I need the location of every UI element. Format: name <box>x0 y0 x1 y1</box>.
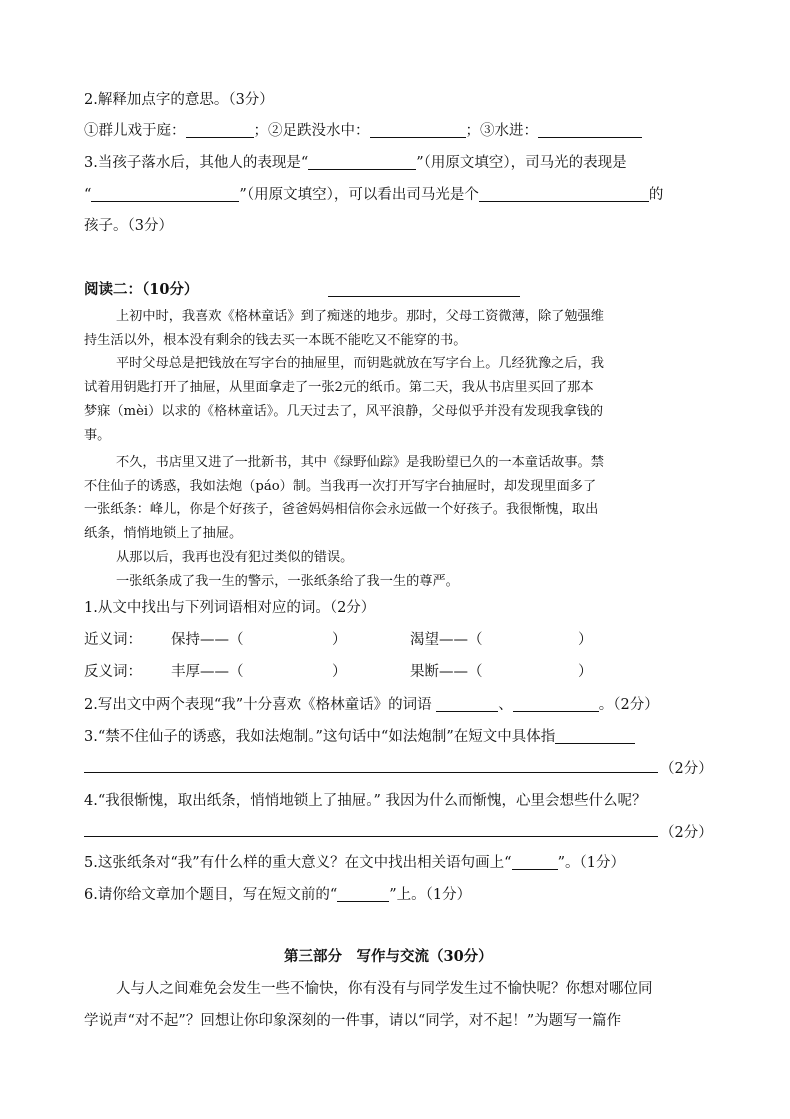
r1-heading: 1.从文中找出与下列词语相对应的词。（2分） <box>84 600 376 616</box>
synonym-label: 近义词： <box>84 632 142 648</box>
q3-line-1: 3.当孩子落水后，其他人的表现是“ ”（用原文填空），司马光的表现是 <box>84 155 627 171</box>
r5-line: 5.这张纸条对“我”有什么样的重大意义？在文中找出相关语句画上“ ”。（1分） <box>84 855 625 871</box>
synonym-close-1: ） <box>332 632 347 648</box>
r4-answer-line[interactable] <box>84 820 658 837</box>
r3-score: （2分） <box>660 761 713 777</box>
q3-line-3: 孩子。（3分） <box>84 218 173 234</box>
title-blank[interactable] <box>328 280 520 297</box>
synonym-close-2: ） <box>578 632 593 648</box>
antonym-close-1: ） <box>332 664 347 680</box>
answer-blank[interactable] <box>186 121 254 138</box>
antonym-word-1: 丰厚——（ <box>171 664 244 680</box>
q3-line-2: “ ”（用原文填空），可以看出司马光是个 的 <box>84 187 664 203</box>
r6-line: 6.请你给文章加个题目，写在短文前的“ ”上。（1分） <box>84 887 472 903</box>
r3-answer-line[interactable] <box>84 756 658 773</box>
antonym-label: 反义词： <box>84 664 142 680</box>
part3-line-1: 人与人之间难免会发生一些不愉快，你有没有与同学发生过不愉快呢？你想对哪位同 <box>116 981 653 997</box>
r4-score: （2分） <box>660 825 713 841</box>
answer-blank[interactable] <box>512 853 558 870</box>
answer-blank[interactable] <box>370 121 466 138</box>
part3-title: 第三部分 写作与交流（30分） <box>284 948 493 965</box>
answer-blank[interactable] <box>513 695 599 712</box>
q2-heading: 2.解释加点字的意思。（3分） <box>84 92 274 108</box>
answer-blank[interactable] <box>479 185 649 202</box>
r3-line: 3.“禁不住仙子的诱惑，我如法炮制。”这句话中“如法炮制”在短文中具体指 <box>84 727 635 747</box>
answer-blank[interactable] <box>555 727 635 744</box>
r4-line: 4.“我很惭愧，取出纸条，悄悄地锁上了抽屉。” 我因为什么而惭愧，心里会想些什么呢？ <box>84 793 647 809</box>
q2-answer-line: ①群儿戏于庭： ；②足跌没水中： ；③水进： <box>84 121 642 141</box>
part3-line-2: 学说声“对不起”？回想让你印象深刻的一件事，请以“同学，对不起！”为题写一篇作 <box>84 1013 622 1029</box>
answer-blank[interactable] <box>538 121 642 138</box>
answer-blank[interactable] <box>337 885 389 902</box>
synonym-word-2: 渴望——（ <box>410 632 483 648</box>
answer-blank[interactable] <box>308 153 416 170</box>
answer-blank[interactable] <box>91 185 239 202</box>
synonym-word-1: 保持——（ <box>171 632 244 648</box>
answer-blank[interactable] <box>436 695 498 712</box>
r2-line: 2.写出文中两个表现“我”十分喜欢《格林童话》的词语 、 。（2分） <box>84 697 659 713</box>
reading2-title: 阅读二：（10分） <box>84 281 199 298</box>
antonym-close-2: ） <box>578 664 593 680</box>
antonym-word-2: 果断——（ <box>410 664 483 680</box>
